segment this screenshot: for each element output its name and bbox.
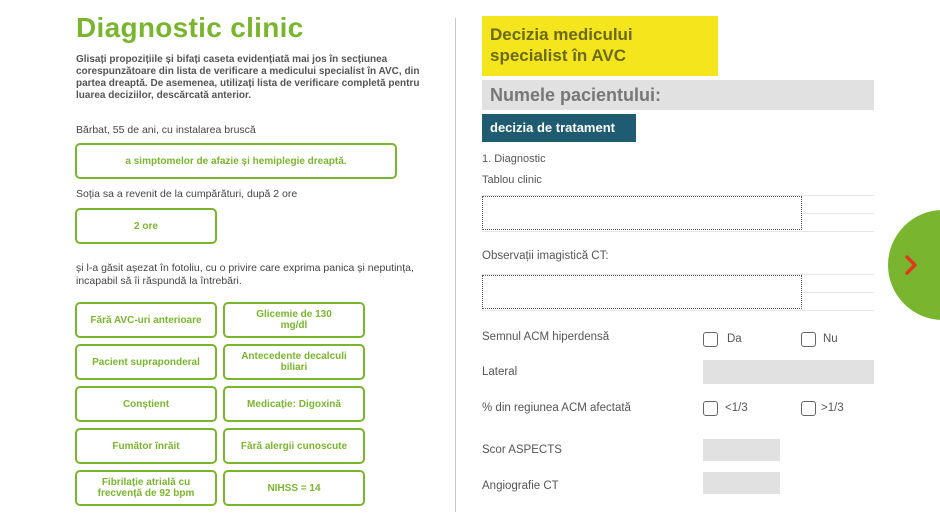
story-text-1: Bărbat, 55 de ani, cu instalarea bruscă: [76, 124, 256, 136]
checkbox-less-third[interactable]: [703, 401, 718, 416]
checkbox-label-no: Nu: [823, 333, 838, 345]
story-text-2: Soția sa a revenit de la cumpărături, după 2 ore: [76, 188, 298, 200]
line: [482, 310, 874, 311]
aspects-score-field[interactable]: [703, 439, 780, 461]
ct-angiography-label: Angiografie CT: [482, 480, 559, 492]
chip-nihss[interactable]: NIHSS = 14: [223, 470, 365, 506]
line: [482, 231, 874, 232]
draggable-sentence-symptoms[interactable]: a simptomelor de afazie și hemiplegie dreaptă.: [75, 143, 397, 179]
chip-glycemia[interactable]: Glicemie de 130 mg/dl: [223, 302, 365, 338]
checkbox-label-more-third: >1/3: [821, 402, 844, 414]
instructions-text: Glisați propozițiile și bifați caseta evidențiată mai jos în secțiunea corespunzătoare din lista de verificare a medicului specialist în AVC, din partea dreaptă. De asemenea, utilizați lista de verificare completă pentru luarea deciziilor, descărcată anterior.: [76, 54, 420, 101]
panel-divider: [455, 18, 456, 512]
chip-no-previous-stroke[interactable]: Fără AVC-uri anterioare: [75, 302, 217, 338]
lateral-field[interactable]: [703, 360, 874, 384]
lateral-label: Lateral: [482, 366, 518, 378]
next-button[interactable]: [888, 210, 940, 320]
page-title: Diagnostic clinic: [76, 12, 304, 43]
checkbox-label-less-third: <1/3: [725, 402, 748, 414]
ct-observations-drop-zone[interactable]: [482, 275, 802, 309]
ct-observations-label: Observații imagistică CT:: [482, 250, 609, 262]
checkbox-label-yes: Da: [727, 333, 742, 345]
draggable-sentence-2-hours[interactable]: 2 ore: [75, 208, 217, 244]
chip-digoxin[interactable]: Medicație: Digoxină: [223, 386, 365, 422]
chip-heavy-smoker[interactable]: Fumător înrăit: [75, 428, 217, 464]
clinical-picture-drop-zone[interactable]: [482, 196, 802, 230]
checkbox-acm-yes[interactable]: [703, 332, 718, 347]
checklist-title: Decizia medicului specialist în AVC: [482, 16, 718, 76]
patient-name-label: Numele pacientului:: [482, 80, 874, 110]
checkbox-acm-no[interactable]: [801, 332, 816, 347]
chip-overweight[interactable]: Pacient supraponderal: [75, 344, 217, 380]
checkbox-more-third[interactable]: [801, 401, 816, 416]
treatment-decision-label: decizia de tratament: [482, 114, 636, 142]
chip-gallstones-history[interactable]: Antecedente decalculi biliari: [223, 344, 365, 380]
left-panel: [0, 0, 455, 528]
ct-angiography-field[interactable]: [703, 472, 780, 494]
chevron-right-icon: [904, 254, 918, 276]
aspects-label: Scor ASPECTS: [482, 444, 562, 456]
chip-no-allergies[interactable]: Fără alergii cunoscute: [223, 428, 365, 464]
diagnosis-heading: 1. Diagnostic: [482, 153, 546, 165]
chip-conscious[interactable]: Conștient: [75, 386, 217, 422]
clinical-picture-label: Tablou clinic: [482, 174, 542, 186]
acm-region-label: % din regiunea ACM afectată: [482, 402, 631, 414]
acm-sign-label: Semnul ACM hiperdensă: [482, 331, 610, 343]
chip-atrial-fibrillation[interactable]: Fibrilație atrială cu frecvență de 92 bpm: [75, 470, 217, 506]
story-text-3: și l-a găsit așezat în fotoliu, cu o privire care exprima panica și neputința, incapabil să îi răspundă la întrebări.: [76, 262, 414, 287]
